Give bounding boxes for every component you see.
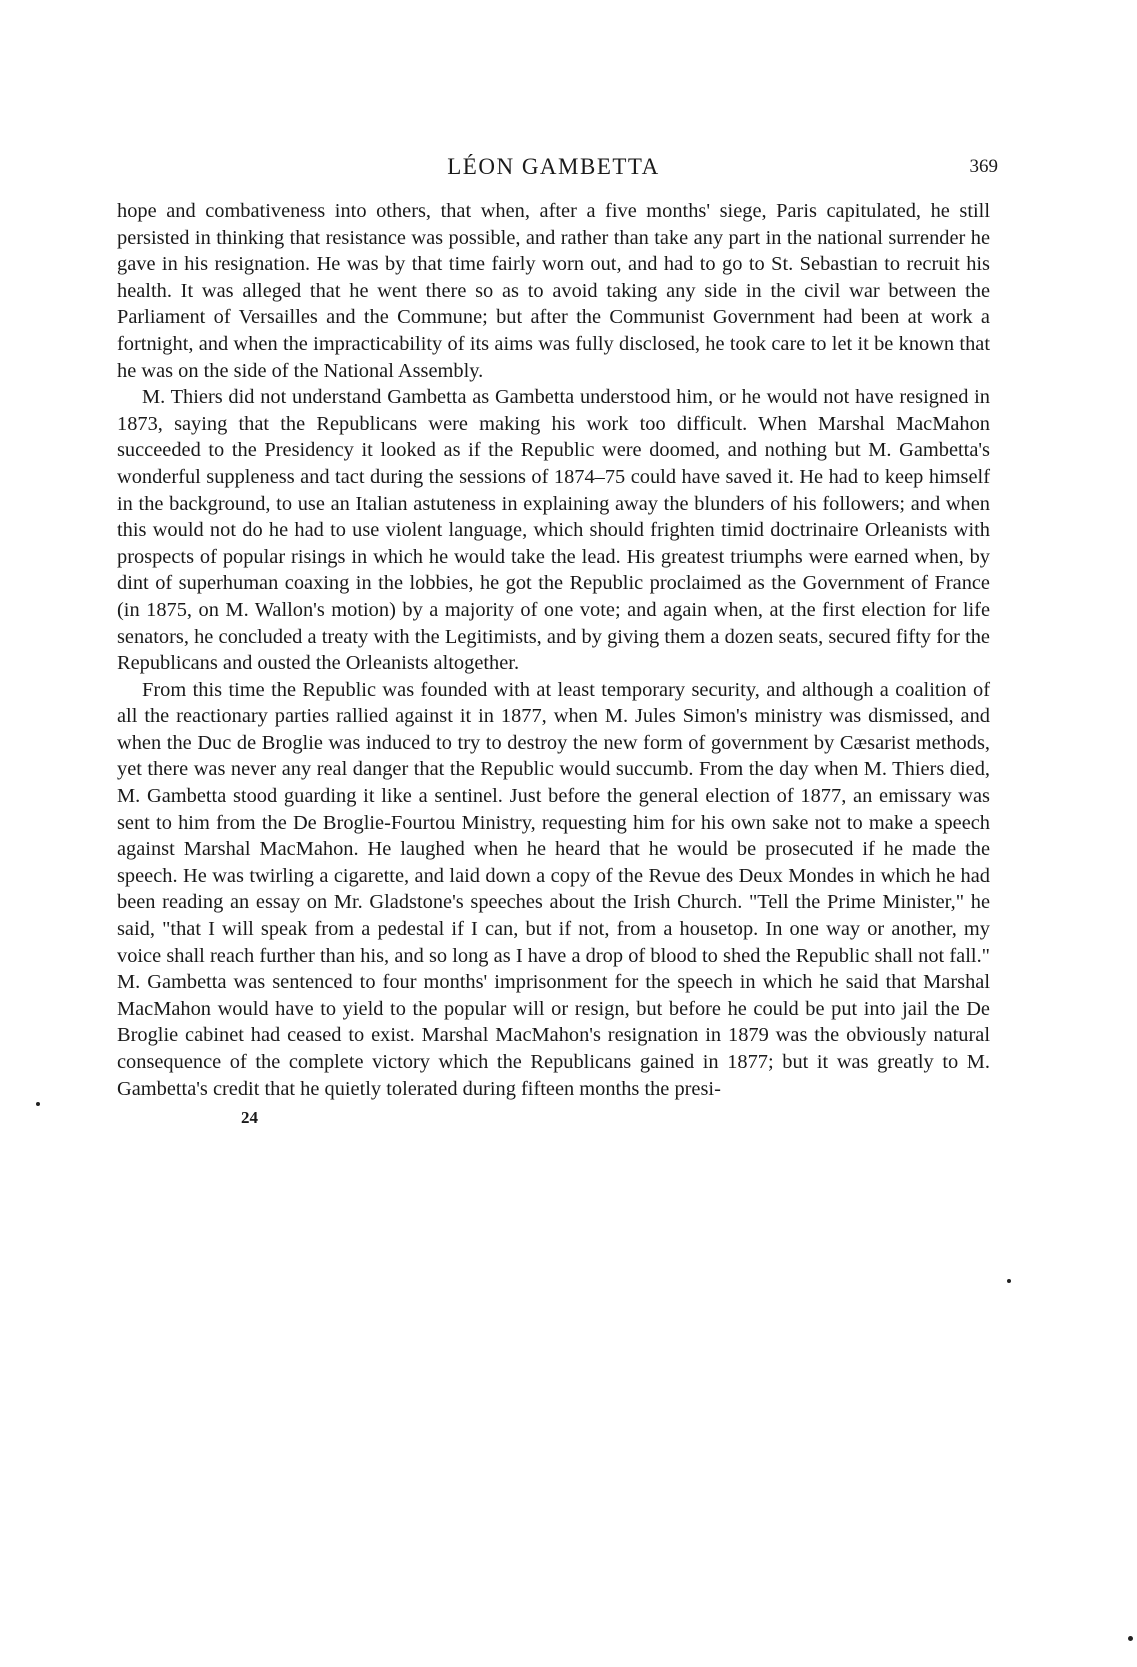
running-head — [117, 150, 998, 190]
corner-speck — [1128, 1636, 1133, 1641]
running-title: LÉON GAMBETTA — [447, 154, 660, 179]
signature-mark: 24 — [241, 1108, 258, 1128]
margin-speck-left — [36, 1102, 40, 1106]
paragraph-thiers: M. Thiers did not understand Gambetta as Gambetta understood him, or he would not have resigned in 1873, saying that the Republicans were making his work too difficult. When Marshal MacMahon succeeded to the Presidency it looked as if the Republic were doomed, and nothing but M. Gambetta's wonderful suppleness and tact during the sessions of 1874–75 could have saved it. He had to keep himself in the background, to use an Italian astuteness in explaining away the blunders of his followers; and when this would not do he had to use violent language, which should frighten timid doctrinaire Orleanists with prospects of popular risings in which he would take the lead. His greatest triumphs were earned when, by dint of superhuman coaxing in the lobbies, he got the Republic proclaimed as the Government of France (in 1875, on M. Wallon's motion) by a majority of one vote; and again when, at the first election for life senators, he concluded a treaty with the Legitimists, and by giving them a dozen seats, secured fifty for the Republicans and ousted the Orleanists altogether. — [117, 386, 990, 675]
book-page — [117, 150, 998, 1128]
page-number: 369 — [969, 156, 998, 177]
paragraph-continuation: hope and combativeness into others, that when, after a five months' siege, Paris capitulated, he still persisted in thinking that resistance was possible, and rather than take any part in the national surrender he gave in his resignation. He was by that time fairly worn out, and had to go to St. Sebastian to recruit his health. It was alleged that he went there so as to avoid taking any side in the civil war between the Parliament of Versailles and the Commune; but after the Communist Government had been at work a fortnight, and when the impracticability of its aims was fully disclosed, he took care to let it be known that he was on the side of the National Assembly. — [117, 200, 990, 382]
margin-speck-right — [1007, 1279, 1011, 1283]
body-text — [117, 198, 990, 1102]
paragraph-republic-founded: From this time the Republic was founded with at least temporary security, and although a coalition of all the reactionary parties rallied against it in 1877, when M. Jules Simon's ministry was dismissed, and when the Duc de Broglie was induced to try to destroy the new form of government by Cæsarist methods, yet there was never any real danger that the Republic would succumb. From the day when M. Thiers died, M. Gambetta stood guarding it like a sentinel. Just before the general election of 1877, an emissary was sent to him from the De Broglie-Fourtou Ministry, requesting him for his own sake not to make a speech against Marshal MacMahon. He laughed when he heard that he would be prosecuted if he made the speech. He was twirling a cigarette, and laid down a copy of the Revue des Deux Mondes in which he had been reading an essay on Mr. Gladstone's speeches about the Irish Church. "Tell the Prime Minister," he said, "that I will speak from a pedestal if I can, but if not, from a housetop. In one way or another, my voice shall reach further than his, and so long as I have a drop of blood to shed the Republic shall not fall." M. Gambetta was sentenced to four months' imprisonment for the speech in which he said that Marshal MacMahon would have to yield to the popular will or resign, but before he could be put into jail the De Broglie cabinet had ceased to exist. Marshal MacMahon's resignation in 1879 was the obviously natural consequence of the complete victory which the Republicans gained in 1877; but it was greatly to M. Gambetta's credit that he quietly tolerated during fifteen months the presi- — [117, 678, 990, 1100]
